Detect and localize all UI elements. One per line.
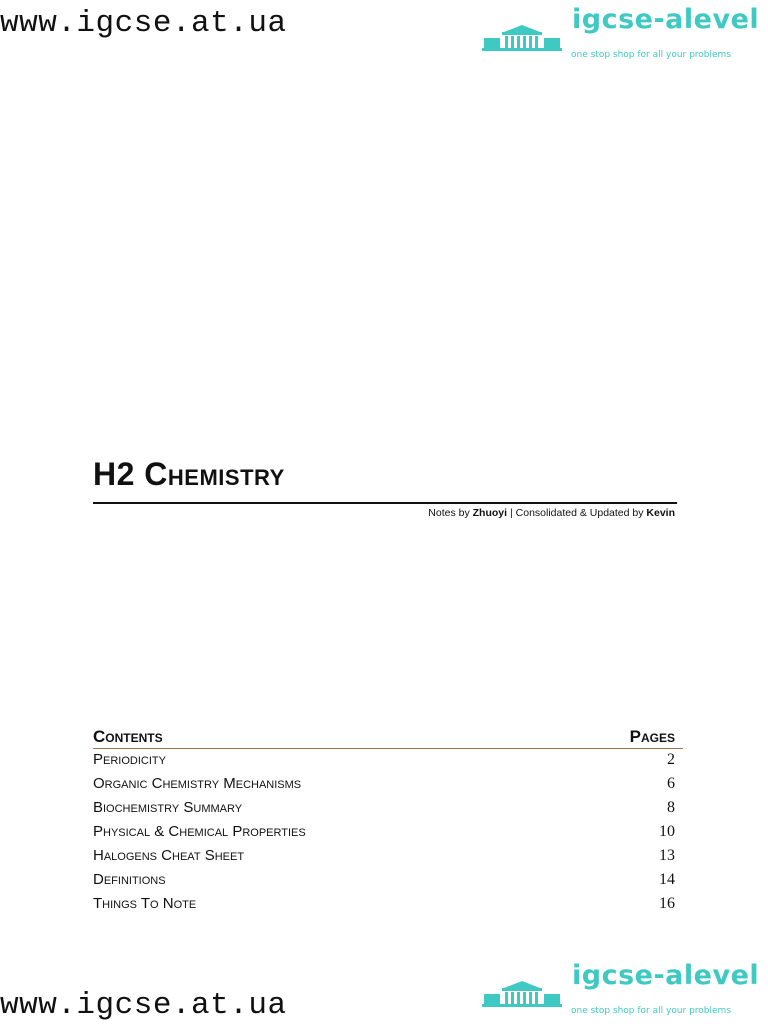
toc-item-label: Biochemistry Summary <box>93 799 243 816</box>
site-url-footer: www.igcse.at.ua <box>0 988 287 1023</box>
toc-item-label: Periodicity <box>93 751 166 768</box>
credits-editor: Kevin <box>646 507 675 519</box>
toc-item-definitions[interactable] <box>93 870 683 894</box>
brand-name: igcse-alevel <box>572 4 760 35</box>
brand-tagline: one stop shop for all your problems <box>571 1006 732 1016</box>
toc-item-label: Things To Note <box>93 895 197 912</box>
toc-item-things-to-note[interactable] <box>93 894 683 918</box>
toc-item-page: 13 <box>659 847 675 864</box>
toc-header-pages: Pages <box>629 727 675 746</box>
toc-item-page: 8 <box>667 799 675 816</box>
toc-item-label: Organic Chemistry Mechanisms <box>93 775 302 792</box>
toc-item-label: Definitions <box>93 871 166 888</box>
toc-item-page: 14 <box>659 871 675 888</box>
toc-item-organic-mechanisms[interactable] <box>93 774 683 798</box>
toc-item-label: Halogens Cheat Sheet <box>93 847 245 864</box>
site-url-header: www.igcse.at.ua <box>0 6 287 41</box>
document-title: H2 Chemistry <box>93 456 285 492</box>
credits-separator: | <box>509 507 513 519</box>
credits-author: Zhuoyi <box>472 507 508 519</box>
toc-item-halogens[interactable] <box>93 846 683 870</box>
toc-item-page: 2 <box>667 751 675 768</box>
brand-logo-header <box>482 4 764 60</box>
credits-prefix: Notes by <box>428 507 470 519</box>
brand-tagline: one stop shop for all your problems <box>571 50 732 60</box>
building-logo-icon <box>482 24 562 52</box>
toc-item-periodicity[interactable] <box>93 750 683 774</box>
credits-line <box>428 507 675 519</box>
toc-item-page: 16 <box>659 895 675 912</box>
toc-item-page: 6 <box>667 775 675 792</box>
toc-header <box>93 727 683 749</box>
building-logo-icon <box>482 980 562 1008</box>
brand-logo-footer <box>482 960 764 1016</box>
credits-middle: Consolidated & Updated by <box>515 507 644 519</box>
toc-item-label: Physical & Chemical Properties <box>93 823 306 840</box>
toc-item-biochemistry[interactable] <box>93 798 683 822</box>
title-divider <box>93 502 677 504</box>
toc-item-page: 10 <box>659 823 675 840</box>
brand-name: igcse-alevel <box>572 960 760 991</box>
toc-item-properties[interactable] <box>93 822 683 846</box>
toc-header-label: Contents <box>93 727 163 746</box>
table-of-contents <box>93 727 683 918</box>
